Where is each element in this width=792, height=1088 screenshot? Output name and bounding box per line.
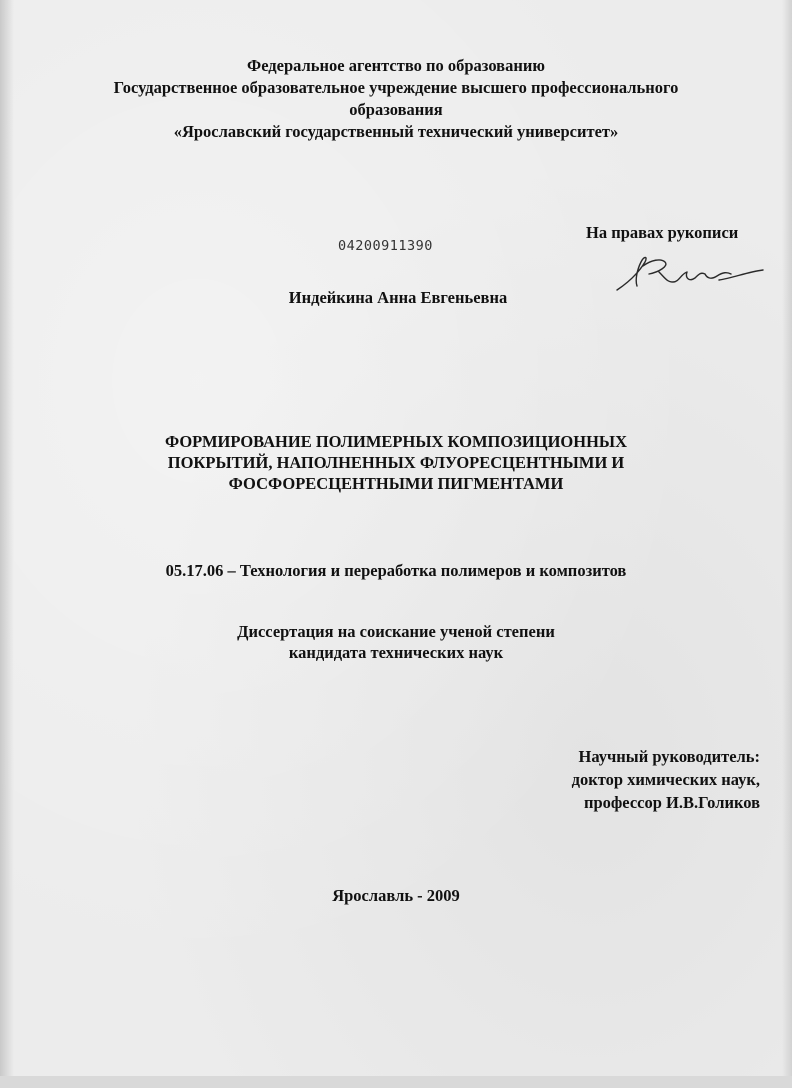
header-line-education: образования xyxy=(349,100,443,119)
author-name: Индейкина Анна Евгеньевна xyxy=(288,288,508,307)
city-year: Ярославль - 2009 xyxy=(332,886,460,905)
institution-header xyxy=(0,55,792,143)
degree-line-1: Диссертация на соискание ученой степени xyxy=(237,622,555,641)
header-line-university: «Ярославский государственный технический университет» xyxy=(173,122,619,141)
scan-edge-right xyxy=(782,0,792,1088)
scan-edge-bottom xyxy=(0,1076,792,1088)
degree-statement xyxy=(0,621,792,663)
title-line-1: ФОРМИРОВАНИЕ ПОЛИМЕРНЫХ КОМПОЗИЦИОННЫХ xyxy=(164,432,628,451)
scan-edge-left xyxy=(0,0,14,1088)
supervisor-name: профессор И.В.Голиков xyxy=(583,793,760,812)
title-line-3: ФОСФОРЕСЦЕНТНЫМИ ПИГМЕНТАМИ xyxy=(228,474,564,493)
header-line-agency: Федеральное агентство по образованию xyxy=(247,56,545,75)
header-line-institution: Государственное образовательное учреждение высшего профессионального xyxy=(113,78,679,97)
title-line-2: ПОКРЫТИЙ, НАПОЛНЕННЫХ ФЛУОРЕСЦЕНТНЫМИ И xyxy=(167,453,625,472)
dissertation-title xyxy=(0,431,792,494)
supervisor-label: Научный руководитель: xyxy=(578,747,760,766)
supervisor-info xyxy=(572,745,760,814)
degree-line-2: кандидата технических наук xyxy=(288,643,504,662)
registration-number: 04200911390 xyxy=(338,238,433,254)
supervisor-degree: доктор химических наук, xyxy=(571,770,760,789)
specialty-code: 05.17.06 – Технология и переработка полимеров и композитов xyxy=(165,561,627,580)
manuscript-rights-note: На правах рукописи xyxy=(586,223,739,242)
